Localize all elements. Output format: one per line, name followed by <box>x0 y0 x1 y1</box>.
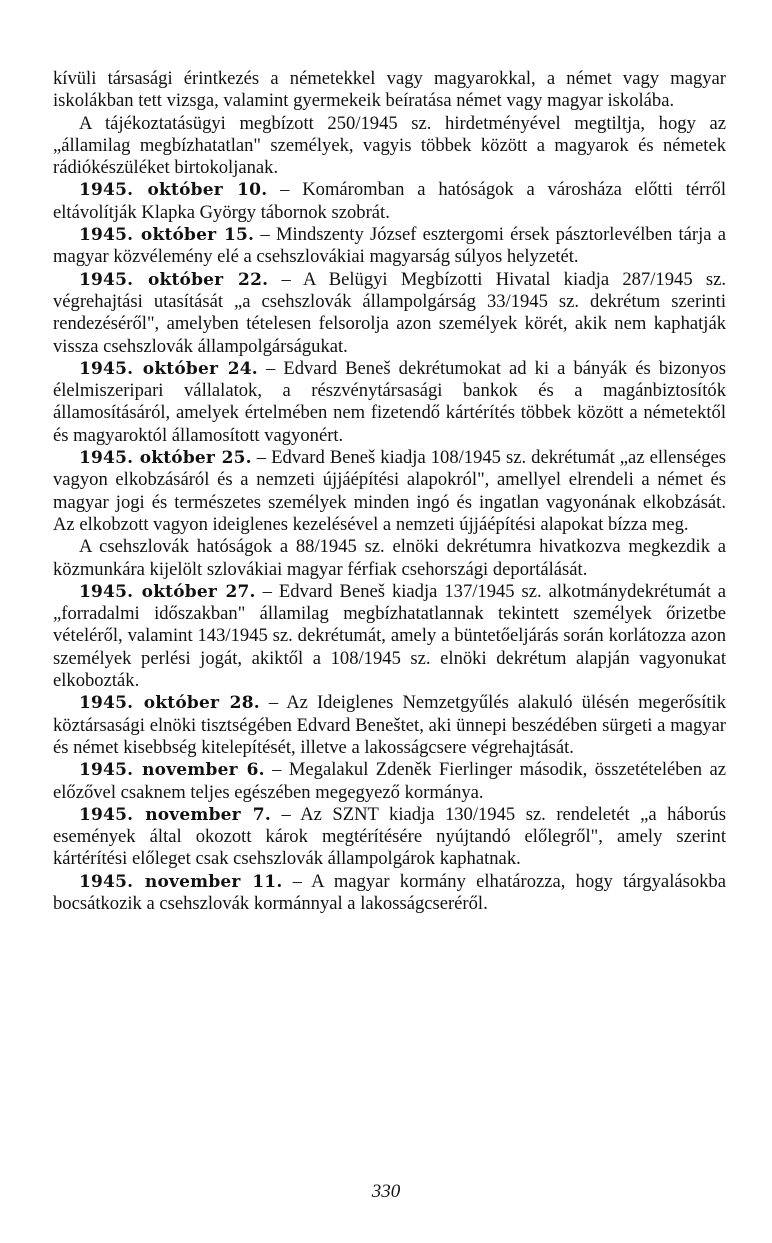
paragraph <box>53 179 726 224</box>
paragraph <box>53 68 726 113</box>
paragraph <box>53 581 726 692</box>
entry-date: 1945. november 11. <box>79 871 283 892</box>
entry-date: 1945. október 10. <box>79 180 268 201</box>
paragraph-text: – Komáromban a hatóságok a városháza előtti térről eltávolítják Klapka György tábornok szobrát. <box>53 179 726 223</box>
paragraph <box>53 224 726 269</box>
entry-date: 1945. október 15. <box>79 225 255 246</box>
paragraph <box>53 692 726 759</box>
paragraph <box>53 871 726 916</box>
entry-date: 1945. október 28. <box>79 693 260 714</box>
paragraph-text: – Mindszenty József esztergomi érsek pásztorlevélben tárja a magyar közvélemény elé a csehszlovákiai magyarság súlyos helyzetét. <box>53 224 727 268</box>
paragraph-text: – Megalakul Zdeněk Fierlinger második, összetételében az előzővel csaknem teljes egészében megegyező kormánya. <box>53 759 726 803</box>
paragraph-text: – A magyar kormány elhatározza, hogy tárgyalásokba bocsátkozik a csehszlovák kormánnyal a lakosságcseréről. <box>53 870 726 914</box>
paragraph <box>53 536 726 581</box>
page-number: 330 <box>371 1181 401 1202</box>
paragraph-text: – Az SZNT kiadja 130/1945 sz. rendeletét „a háborús események által okozott károk megtérítésére nyújtandó előlegről", amely szerint kártérítési előleget csak csehszlovák állampolgárok kaphatnak. <box>53 803 726 870</box>
entry-date: 1945. november 7. <box>79 804 271 825</box>
paragraph-text: A csehszlovák hatóságok a 88/1945 sz. elnöki dekrétumra hivatkozva megkezdik a közmunkára kijelölt szlovákiai magyar férfiak csehországi deportálását. <box>53 536 726 580</box>
entry-date: 1945. október 24. <box>79 358 258 379</box>
paragraph-text: – Edvard Beneš dekrétumokat ad ki a bányák és bizonyos élelmiszeripari vállalatok, a részvénytársasági bankok és a magánbiztosítók államosításáról, amelyek értelmében nem fizetendő kártérítés többek között a németektől és magyaroktól államosított vagyonért. <box>53 357 726 446</box>
paragraph <box>53 447 726 536</box>
paragraph <box>53 759 726 804</box>
paragraph-text: kívüli társasági érintkezés a németekkel vagy magyarokkal, a német vagy magyar iskolákban tett vizsga, valamint gyermekeik beíratása német vagy magyar iskolába. <box>53 68 726 112</box>
paragraph <box>53 358 726 447</box>
paragraph <box>53 269 726 358</box>
paragraph-text: A tájékoztatásügyi megbízott 250/1945 sz. hirdetményével megtiltja, hogy az „államilag megbízhatatlan" személyek, vagyis többek között a magyarok és németek rádiókészüléket birtokoljanak. <box>53 112 726 179</box>
paragraph-text: – Edvard Beneš kiadja 108/1945 sz. dekrétumát „az ellenséges vagyon elkobzásáról és a nemzeti újjáépítési alapokról", amellyel elrendeli a német és magyar jogi és természetes személyek minden ingó és ingatlan vagyonának elkobzását. Az elkobzott vagyon ideiglenes kezelésével a nemzeti újjáépítési alapokat bízza meg. <box>53 447 726 535</box>
paragraph <box>53 804 726 871</box>
entry-date: 1945. október 25. <box>79 448 252 469</box>
entry-date: 1945. október 22. <box>79 269 269 290</box>
entry-date: 1945. november 6. <box>79 760 265 781</box>
body-text <box>53 68 726 915</box>
paragraph-text: – Az Ideiglenes Nemzetgyűlés alakuló ülésén megerősítik köztársasági elnöki tisztségében Edvard Beneštet, aki ünnepi beszédében sürgeti a magyar és német kisebbség kitelepítését, illetve a lakosságcsere végrehajtását. <box>53 692 726 758</box>
paragraph-text: – A Belügyi Megbízotti Hivatal kiadja 287/1945 sz. végrehajtási utasítását „a csehszlovák állampolgárság 33/1945 sz. dekrétum szerinti rendezéséről", amelyben tételesen felsorolja azon személyek körét, akik nem kaphatják vissza csehszlovák állampolgárságukat. <box>53 268 727 357</box>
paragraph-text: – Edvard Beneš kiadja 137/1945 sz. alkotmánydekrétumát a „forradalmi időszakban" államilag megbízhatatlannak tekintett személyek őrizetbe vételéről, valamint 143/1945 sz. dekrétumát, amely a büntetőeljárás során korlátozza azon személyek perlési jogát, akiktől a 108/1945 sz. elnöki dekrétum alapján vagyonukat elkobozták. <box>53 580 727 692</box>
entry-date: 1945. október 27. <box>79 581 256 602</box>
paragraph <box>53 113 726 180</box>
